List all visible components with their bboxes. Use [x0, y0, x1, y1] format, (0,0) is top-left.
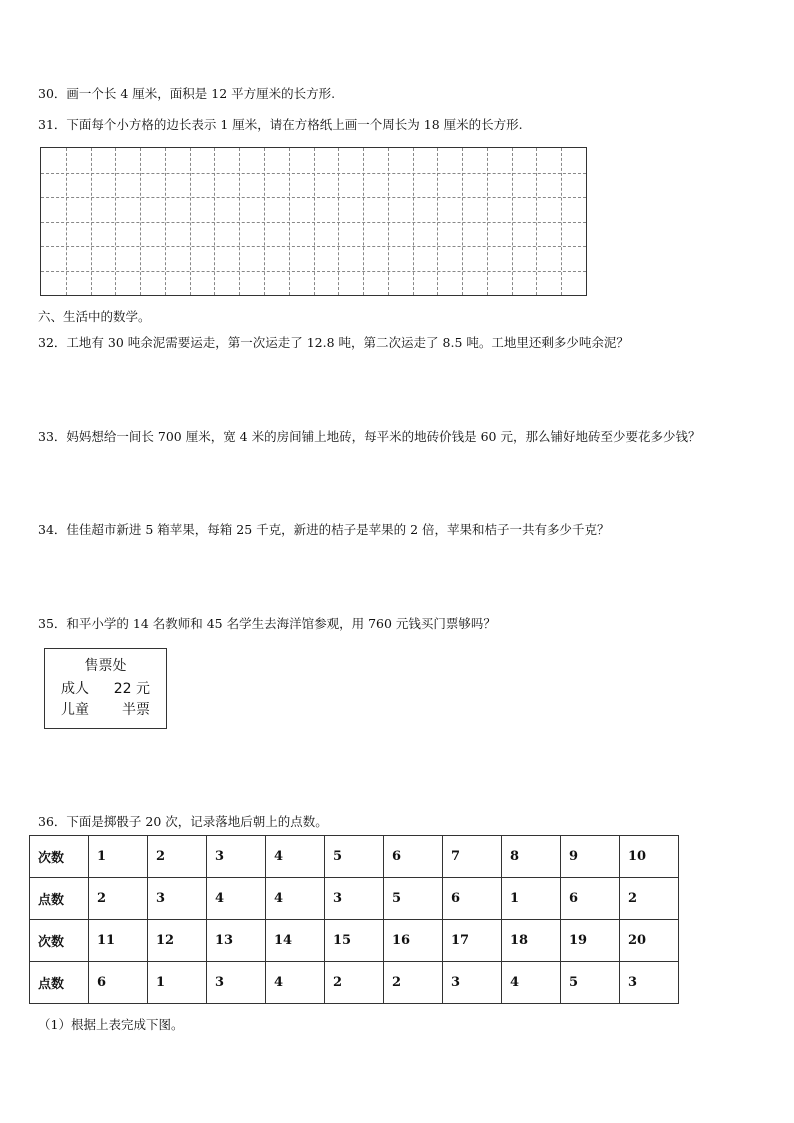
table-cell: 4	[266, 878, 325, 920]
dice-results-table	[29, 835, 679, 1004]
table-cell: 4	[266, 962, 325, 1004]
table-row	[30, 836, 679, 878]
table-cell: 6	[443, 878, 502, 920]
table-row	[30, 878, 679, 920]
table-cell: 8	[502, 836, 561, 878]
table-cell: 3	[207, 836, 266, 878]
grid-line-horizontal	[41, 173, 586, 174]
table-cell: 20	[620, 920, 679, 962]
question-32: 32．工地有 30 吨余泥需要运走，第一次运走了 12.8 吨，第二次运走了 8.5 吨。工地里还剩多少吨余泥？	[38, 335, 629, 350]
table-cell: 3	[207, 962, 266, 1004]
table-cell: 6	[384, 836, 443, 878]
table-cell: 4	[502, 962, 561, 1004]
adult-price: 22 元	[113, 681, 150, 697]
table-cell: 2	[325, 962, 384, 1004]
table-cell: 6	[561, 878, 620, 920]
grid-line-horizontal	[41, 222, 586, 223]
table-cell: 15	[325, 920, 384, 962]
table-cell: 7	[443, 836, 502, 878]
question-35: 35．和平小学的 14 名教师和 45 名学生去海洋馆参观，用 760 元钱买门票够吗？	[38, 616, 496, 631]
table-cell: 16	[384, 920, 443, 962]
table-cell: 11	[89, 920, 148, 962]
table-cell: 3	[148, 878, 207, 920]
row-header: 点数	[30, 878, 89, 920]
table-cell: 5	[384, 878, 443, 920]
table-cell: 4	[207, 878, 266, 920]
table-cell: 2	[89, 878, 148, 920]
table-cell: 4	[266, 836, 325, 878]
grid-line-horizontal	[41, 246, 586, 247]
child-price: 半票	[122, 702, 150, 718]
ticket-row-adult	[61, 678, 150, 698]
table-cell: 3	[325, 878, 384, 920]
square-grid-paper	[40, 147, 587, 296]
row-header: 点数	[30, 962, 89, 1004]
row-header: 次数	[30, 836, 89, 878]
table-cell: 18	[502, 920, 561, 962]
question-34: 34．佳佳超市新进 5 箱苹果，每箱 25 千克，新进的桔子是苹果的 2 倍，苹果和桔子一共有多少千克？	[38, 522, 610, 537]
table-cell: 1	[502, 878, 561, 920]
question-36: 36．下面是掷骰子 20 次，记录落地后朝上的点数。	[38, 814, 328, 829]
table-cell: 10	[620, 836, 679, 878]
table-cell: 17	[443, 920, 502, 962]
grid-line-horizontal	[41, 197, 586, 198]
table-cell: 2	[148, 836, 207, 878]
question-31: 31．下面每个小方格的边长表示 1 厘米，请在方格纸上画一个周长为 18 厘米的长方形.	[38, 117, 523, 132]
table-cell: 2	[384, 962, 443, 1004]
question-33: 33．妈妈想给一间长 700 厘米，宽 4 米的房间铺上地砖，每平米的地砖价钱是 60 元，那么铺好地砖至少要花多少钱？	[38, 429, 701, 444]
child-label: 儿童	[61, 702, 89, 718]
ticket-office-title: 售票处	[84, 658, 127, 674]
question-30: 30．画一个长 4 厘米，面积是 12 平方厘米的长方形.	[38, 86, 336, 101]
table-cell: 3	[620, 962, 679, 1004]
table-cell: 1	[89, 836, 148, 878]
row-header: 次数	[30, 920, 89, 962]
table-cell: 9	[561, 836, 620, 878]
table-cell: 3	[443, 962, 502, 1004]
table-cell: 6	[89, 962, 148, 1004]
table-cell: 5	[325, 836, 384, 878]
grid-line-horizontal	[41, 271, 586, 272]
table-cell: 2	[620, 878, 679, 920]
table-row	[30, 920, 679, 962]
table-cell: 14	[266, 920, 325, 962]
section-6-heading: 六、生活中的数学。	[38, 309, 151, 324]
table-cell: 5	[561, 962, 620, 1004]
question-36-part-1: （1）根据上表完成下图。	[38, 1017, 184, 1032]
table-row	[30, 962, 679, 1004]
ticket-row-child	[61, 699, 150, 719]
adult-label: 成人	[61, 681, 89, 697]
table-cell: 12	[148, 920, 207, 962]
table-cell: 13	[207, 920, 266, 962]
table-cell: 19	[561, 920, 620, 962]
table-cell: 1	[148, 962, 207, 1004]
ticket-office-box	[44, 648, 167, 729]
